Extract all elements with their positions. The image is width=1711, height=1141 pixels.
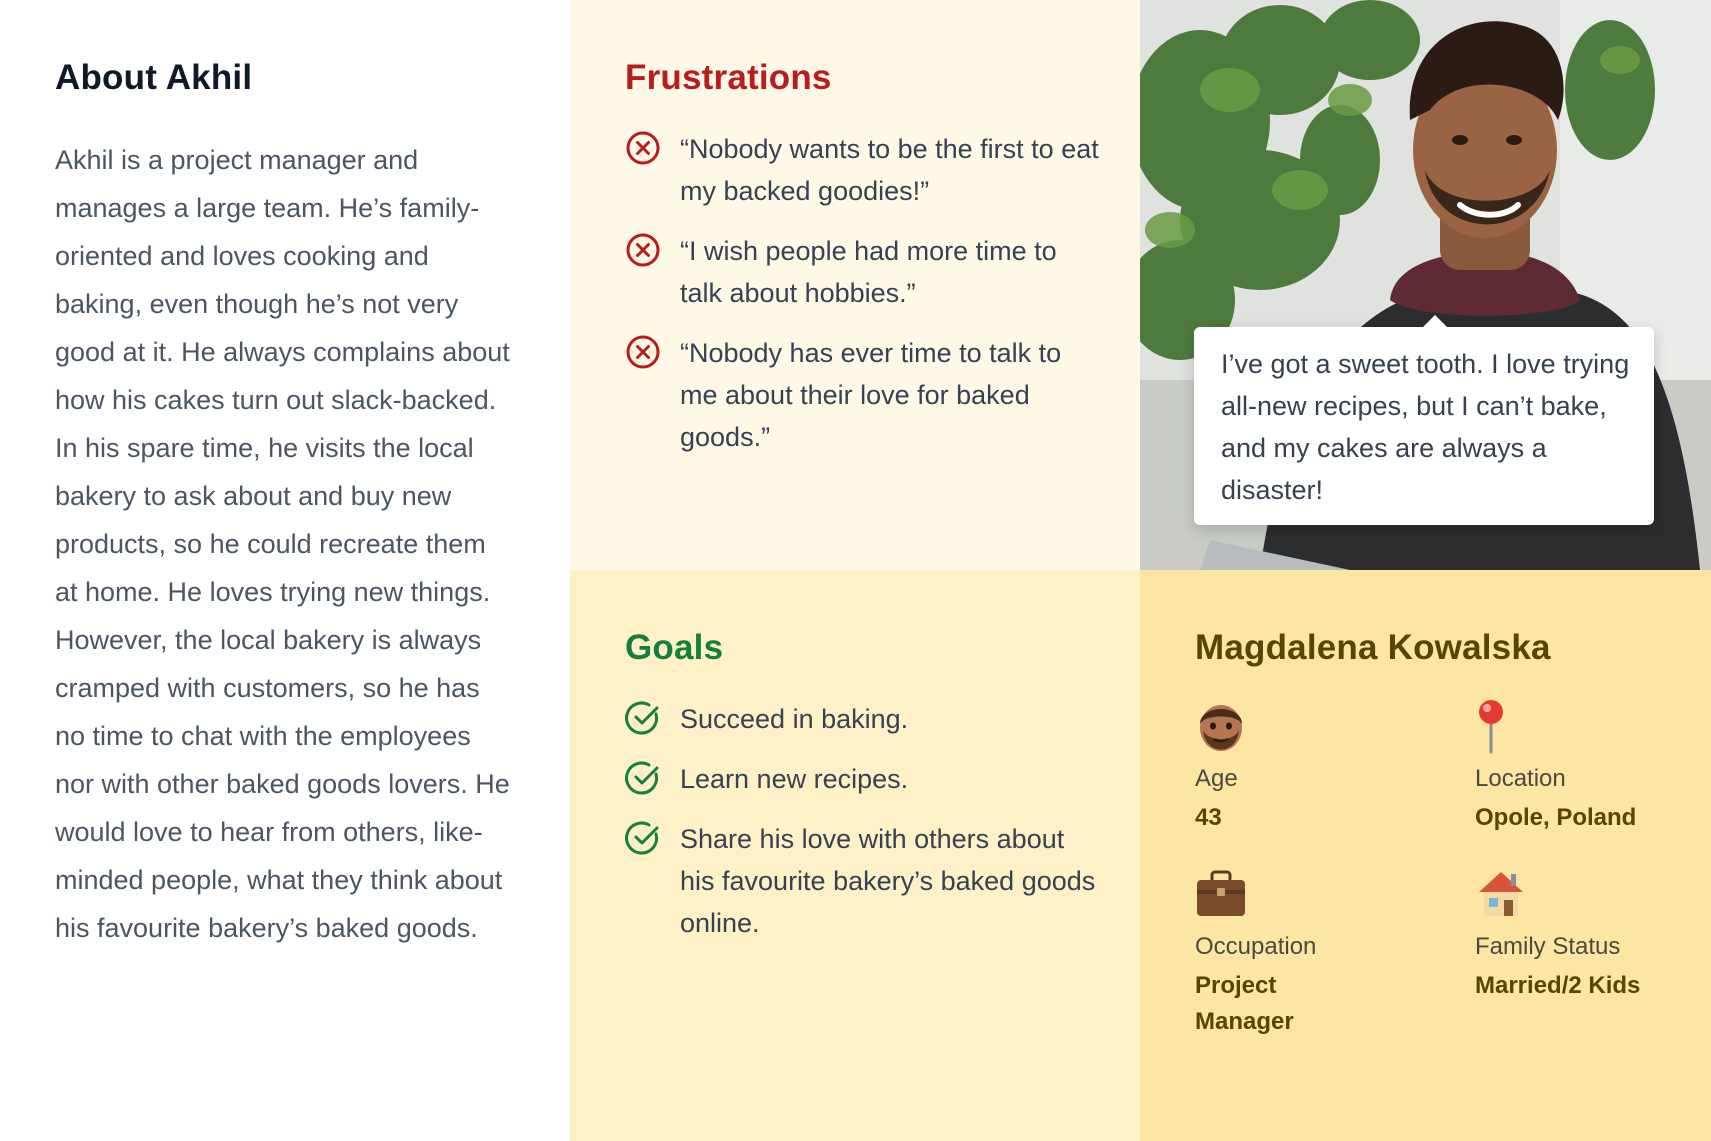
frustrations-title: Frustrations bbox=[625, 58, 832, 97]
fact-value: Project Manager bbox=[1195, 972, 1294, 1035]
check-circle-icon bbox=[625, 700, 661, 736]
goals-title: Goals bbox=[625, 628, 724, 667]
quote-text: I’ve got a sweet tooth. I love trying all-new recipes, but I can’t bake, and my cakes are always a disaster! bbox=[1221, 349, 1630, 505]
fact-occupation bbox=[1195, 866, 1475, 1040]
fact-label: Age bbox=[1195, 765, 1238, 792]
fact-value: 43 bbox=[1195, 804, 1222, 831]
fact-age bbox=[1195, 698, 1475, 836]
persona-name: Magdalena Kowalska bbox=[1195, 628, 1551, 667]
x-circle-icon bbox=[625, 232, 661, 268]
check-circle-icon bbox=[625, 820, 661, 856]
x-circle-icon bbox=[625, 334, 661, 370]
fact-label: Occupation bbox=[1195, 933, 1317, 960]
frustrations-section bbox=[570, 0, 1140, 570]
profile-facts bbox=[1195, 698, 1691, 1040]
profile-section bbox=[1140, 570, 1711, 1141]
about-body: Akhil is a project manager and manages a large team. He’s family-oriented and loves cooking and baking, even though he’s not very good at it. He always complains about how his cakes turn out slack-backed. In his spare time, he visits the local bakery to ask about and buy new products, so he could recreate them at home. He loves trying new things. However, the local bakery is always cramped with customers, so he has no time to chat with the employees nor with other baked goods lovers. He would love to hear from others, like-minded people, what they think about his favourite bakery’s baked goods. bbox=[55, 145, 510, 943]
fact-value: Married/2 Kids bbox=[1475, 972, 1641, 999]
fact-label: Location bbox=[1475, 765, 1566, 792]
fact-label: Family Status bbox=[1475, 933, 1621, 960]
goal-item bbox=[625, 698, 1100, 740]
check-circle-icon bbox=[625, 760, 661, 796]
frustration-text: “Nobody has ever time to talk to me about their love for baked goods.” bbox=[680, 338, 1062, 452]
pushpin-icon bbox=[1475, 698, 1527, 754]
goal-item bbox=[625, 818, 1100, 944]
goal-item bbox=[625, 758, 1100, 800]
fact-family-status bbox=[1475, 866, 1711, 1040]
about-section bbox=[0, 0, 570, 1141]
frustration-text: “I wish people had more time to talk about hobbies.” bbox=[680, 236, 1057, 308]
goals-section bbox=[570, 570, 1140, 1141]
briefcase-icon bbox=[1195, 866, 1247, 922]
man-face-icon bbox=[1195, 698, 1247, 754]
x-circle-icon bbox=[625, 130, 661, 166]
frustration-item bbox=[625, 332, 1100, 458]
persona-photo bbox=[1140, 0, 1711, 570]
fact-location bbox=[1475, 698, 1711, 836]
fact-value: Opole, Poland bbox=[1475, 804, 1637, 831]
goal-text: Succeed in baking. bbox=[680, 704, 909, 734]
about-title: About Akhil bbox=[55, 58, 253, 97]
house-icon bbox=[1475, 866, 1527, 922]
frustration-text: “Nobody wants to be the first to eat my backed goodies!” bbox=[680, 134, 1099, 206]
goal-text: Share his love with others about his favourite bakery’s baked goods online. bbox=[680, 824, 1096, 938]
frustration-item bbox=[625, 128, 1100, 212]
quote-bubble bbox=[1194, 327, 1654, 525]
frustration-item bbox=[625, 230, 1100, 314]
goal-text: Learn new recipes. bbox=[680, 764, 909, 794]
